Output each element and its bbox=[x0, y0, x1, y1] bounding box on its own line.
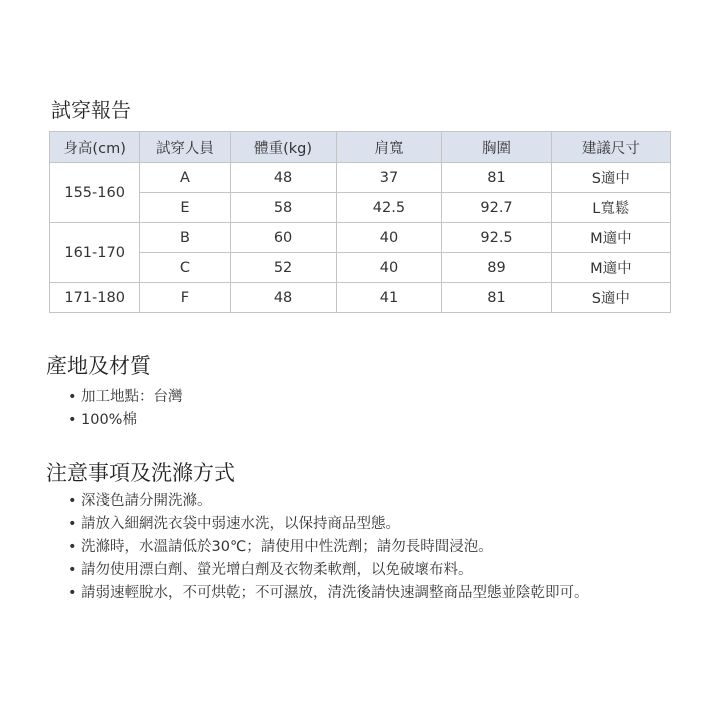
table-row bbox=[50, 253, 671, 283]
care-instructions-title: 注意事項及洗滌方式 bbox=[46, 461, 235, 485]
chest-cell: 81 bbox=[442, 163, 551, 193]
bullet-icon: • bbox=[68, 516, 77, 532]
weight-cell: 60 bbox=[230, 223, 336, 253]
size-cell: M適中 bbox=[551, 223, 670, 253]
bullet-icon: • bbox=[68, 562, 77, 578]
list-item bbox=[68, 559, 589, 582]
table-row bbox=[50, 223, 671, 253]
table-header-row bbox=[50, 132, 671, 163]
weight-cell: 52 bbox=[230, 253, 336, 283]
bullet-icon: • bbox=[68, 493, 77, 509]
shoulder-cell: 41 bbox=[336, 283, 442, 313]
height-range-cell: 155-160 bbox=[50, 163, 140, 223]
shoulder-cell: 42.5 bbox=[336, 193, 442, 223]
weight-cell: 48 bbox=[230, 163, 336, 193]
shoulder-cell: 40 bbox=[336, 253, 442, 283]
header-chest: 胸圍 bbox=[442, 132, 551, 163]
header-shoulder: 肩寬 bbox=[336, 132, 442, 163]
tester-cell: F bbox=[140, 283, 230, 313]
bullet-icon: • bbox=[68, 389, 77, 405]
list-item-text: 請放入細網洗衣袋中弱速水洗，以保持商品型態。 bbox=[81, 516, 400, 532]
list-item bbox=[68, 536, 589, 559]
height-range-cell: 161-170 bbox=[50, 223, 140, 283]
list-item bbox=[68, 513, 589, 536]
table-row bbox=[50, 193, 671, 223]
table-row bbox=[50, 163, 671, 193]
list-item-text: 100%棉 bbox=[81, 412, 137, 428]
list-item-text: 請弱速輕脫水，不可烘乾；不可濕放，清洗後請快速調整商品型態並陰乾即可。 bbox=[81, 585, 589, 601]
header-recommended-size: 建議尺寸 bbox=[551, 132, 670, 163]
chest-cell: 92.7 bbox=[442, 193, 551, 223]
list-item-text: 加工地點：台灣 bbox=[81, 389, 183, 405]
bullet-icon: • bbox=[68, 412, 77, 428]
weight-cell: 48 bbox=[230, 283, 336, 313]
list-item bbox=[68, 386, 183, 409]
list-item-text: 洗滌時，水溫請低於30℃；請使用中性洗劑；請勿長時間浸泡。 bbox=[81, 539, 493, 555]
tester-cell: E bbox=[140, 193, 230, 223]
tester-cell: B bbox=[140, 223, 230, 253]
table-row bbox=[50, 283, 671, 313]
header-weight: 體重(kg) bbox=[230, 132, 336, 163]
list-item bbox=[68, 409, 183, 432]
fit-report-table bbox=[49, 131, 671, 313]
bullet-icon: • bbox=[68, 585, 77, 601]
size-cell: M適中 bbox=[551, 253, 670, 283]
size-cell: L寬鬆 bbox=[551, 193, 670, 223]
height-range-cell: 171-180 bbox=[50, 283, 140, 313]
origin-material-list bbox=[68, 386, 183, 432]
list-item-text: 深淺色請分開洗滌。 bbox=[81, 493, 212, 509]
size-cell: S適中 bbox=[551, 163, 670, 193]
fit-report-title: 試穿報告 bbox=[51, 98, 131, 122]
chest-cell: 89 bbox=[442, 253, 551, 283]
origin-material-title: 產地及材質 bbox=[46, 354, 151, 378]
bullet-icon: • bbox=[68, 539, 77, 555]
header-height: 身高(cm) bbox=[50, 132, 140, 163]
care-instructions-list bbox=[68, 490, 589, 605]
list-item-text: 請勿使用漂白劑、螢光增白劑及衣物柔軟劑，以免破壞布料。 bbox=[81, 562, 473, 578]
weight-cell: 58 bbox=[230, 193, 336, 223]
header-tester: 試穿人員 bbox=[140, 132, 230, 163]
chest-cell: 81 bbox=[442, 283, 551, 313]
shoulder-cell: 37 bbox=[336, 163, 442, 193]
list-item bbox=[68, 582, 589, 605]
tester-cell: A bbox=[140, 163, 230, 193]
shoulder-cell: 40 bbox=[336, 223, 442, 253]
size-cell: S適中 bbox=[551, 283, 670, 313]
chest-cell: 92.5 bbox=[442, 223, 551, 253]
list-item bbox=[68, 490, 589, 513]
tester-cell: C bbox=[140, 253, 230, 283]
